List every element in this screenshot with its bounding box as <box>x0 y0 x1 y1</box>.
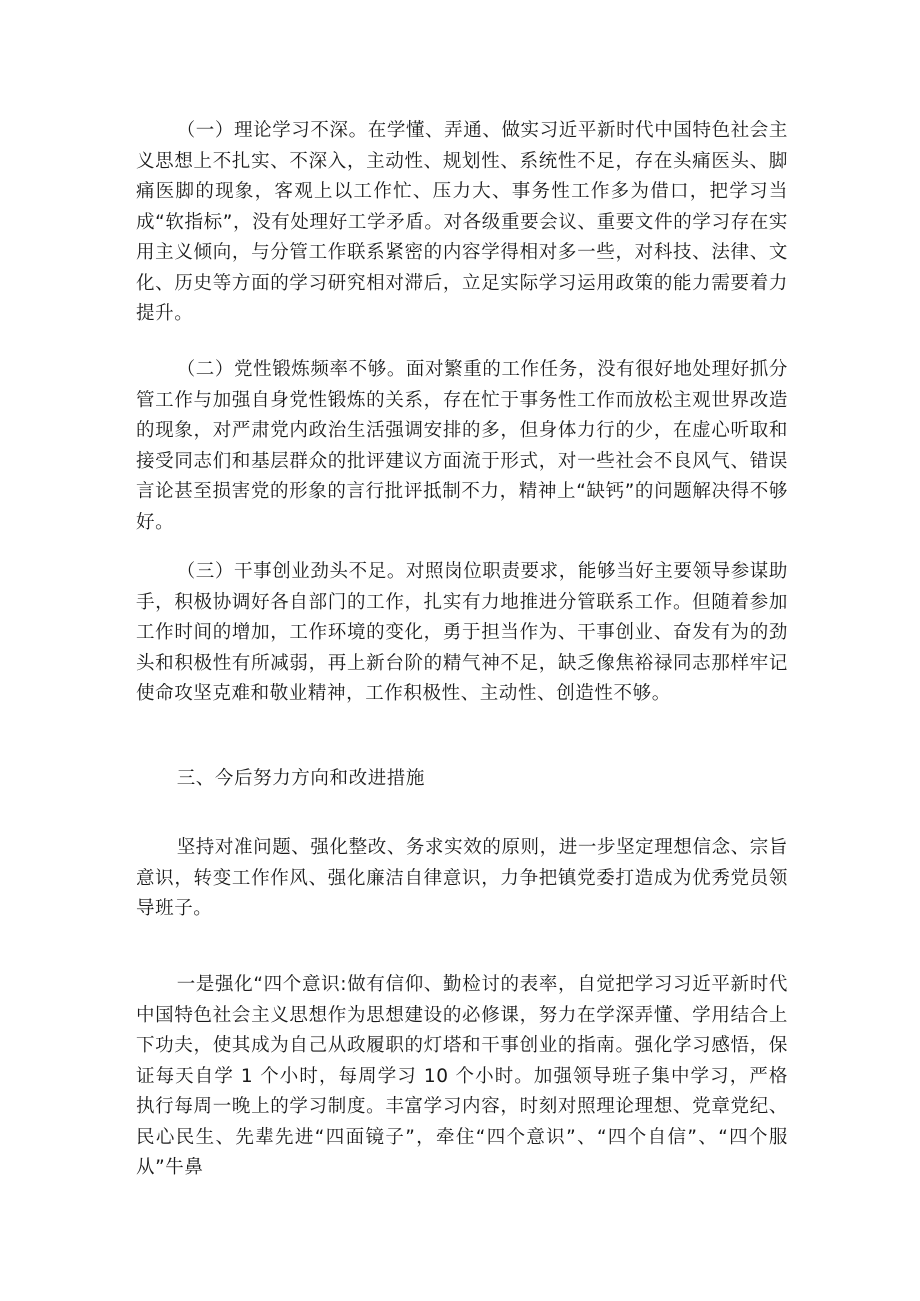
paragraph-work-drive: （三）干事创业劲头不足。对照岗位职责要求，能够当好主要领导参谋助手，积极协调好各自部门的工作，扎实有力地推进分管联系工作。但随着参加工作时间的增加，工作环境的变化，勇于担当作为、干事创业、奋发有为的劲头和积极性有所减弱，再上新台阶的精气神不足，缺乏像焦裕禄同志那样牢记使命攻坚克难和敬业精神，工作积极性、主动性、创造性不够。 <box>136 561 788 704</box>
paragraph-principle: 坚持对准问题、强化整改、务求实效的原则，进一步坚定理想信念、宗旨意识，转变工作作风、强化廉洁自律意识，力争把镇党委打造成为优秀党员领导班子。 <box>136 837 788 919</box>
paragraph-theory-study: （一）理论学习不深。在学懂、弄通、做实习近平新时代中国特色社会主义思想上不扎实、不深入，主动性、规划性、系统性不足，存在头痛医头、脚痛医脚的现象，客观上以工作忙、压力大、事务性工作多为借口，把学习当成“软指标”，没有处理好工学矛盾。对各级重要会议、重要文件的学习存在实用主义倾向，与分管工作联系紧密的内容学得相对多一些，对科技、法律、文化、历史等方面的学习研究相对滞后，立足实际学习运用政策的能力需要着力提升。 <box>136 120 788 324</box>
paragraph-party-discipline: （二）党性锻炼频率不够。面对繁重的工作任务，没有很好地处理好抓分管工作与加强自身党性锻炼的关系，存在忙于事务性工作而放松主观世界改造的现象，对严肃党内政治生活强调安排的多，但身体力行的少，在虚心听取和接受同志们和基层群众的批评建议方面流于形式，对一些社会不良风气、错误言论甚至损害党的形象的言行批评抵制不力，精神上“缺钙”的问题解决得不够好。 <box>136 359 788 533</box>
paragraph-measure-one: 一是强化“四个意识:做有信仰、勤检讨的表率，自觉把学习习近平新时代中国特色社会主义思想作为思想建设的必修课，努力在学深弄懂、学用结合上下功夫，使其成为自己从政履职的灯塔和干事创业的指南。强化学习感悟，保证每天自学 1 个小时，每周学习 10 个小时。加强领导班子集中学习，严格执行每周一晚上的学习制度。丰富学习内容，时刻对照理论理想、党章党纪、民心民生、先辈先进“四面镜子”，牵住“四个意识”、“四个自信”、“四个服从”牛鼻 <box>136 974 788 1178</box>
section-heading: 三、今后努力方向和改进措施 <box>176 768 425 789</box>
